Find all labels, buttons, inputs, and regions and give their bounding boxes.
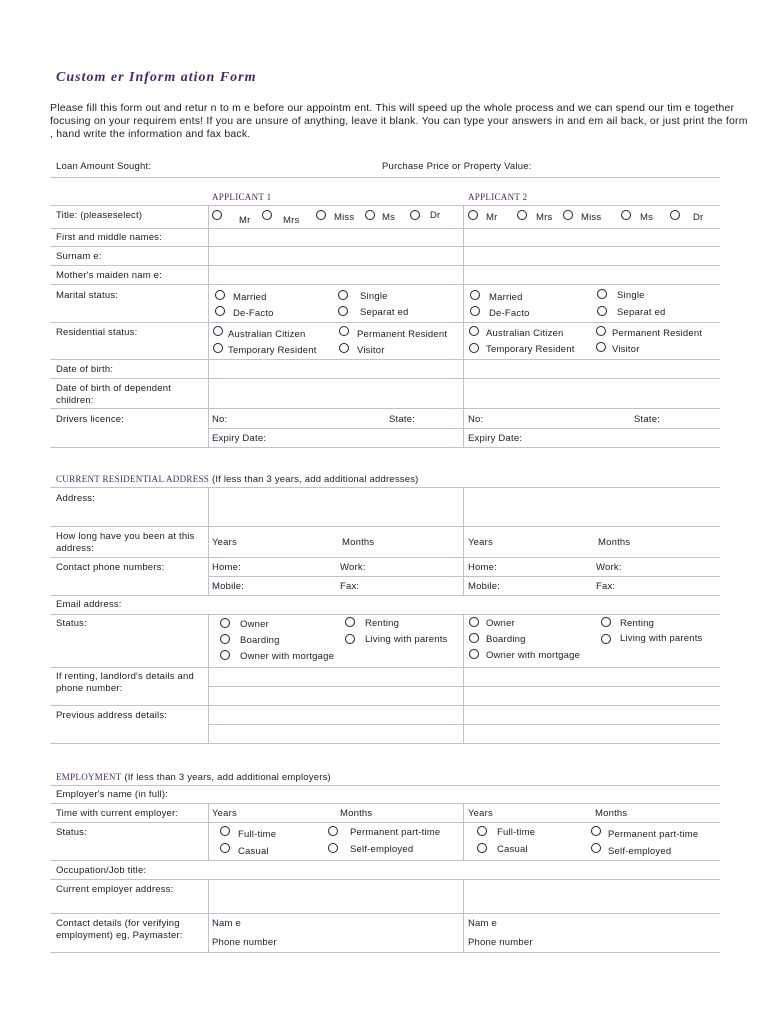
a2-fulltime-label: Full-time <box>497 827 536 838</box>
a2-mobile-label: Mobile: <box>468 581 501 592</box>
a2-mr-radio[interactable] <box>468 210 478 220</box>
a1-citizen-label: Australian Citizen <box>228 329 306 340</box>
a1-ms-label: Ms <box>382 212 396 223</box>
a1-owner-mortgage-radio[interactable] <box>220 650 230 660</box>
a2-boarding-label: Boarding <box>486 634 526 645</box>
a2-renting-label: Renting <box>620 618 655 629</box>
a1-mr-radio[interactable] <box>212 210 222 220</box>
a2-ms-radio[interactable] <box>621 210 631 220</box>
status-label: Status: <box>56 618 87 629</box>
a2-separated-radio[interactable] <box>597 306 607 316</box>
a1-licence-state: State: <box>389 414 416 425</box>
a1-licence-no: No: <box>212 414 228 425</box>
a1-mobile-label: Mobile: <box>212 581 245 592</box>
a2-citizen-label: Australian Citizen <box>486 328 564 339</box>
a2-selfemployed-radio[interactable] <box>591 843 601 853</box>
a1-dr-label: Dr <box>430 210 441 221</box>
a2-married-label: Married <box>489 292 523 303</box>
a1-fulltime-label: Full-time <box>238 829 277 840</box>
a2-licence-no: No: <box>468 414 484 425</box>
a1-work-label: Work: <box>340 562 366 573</box>
a1-separated-label: Separat ed <box>360 307 409 318</box>
purchase-price-label: Purchase Price or Property Value: <box>382 161 532 172</box>
a1-fax-label: Fax: <box>340 581 360 592</box>
a1-dr-radio[interactable] <box>410 210 420 220</box>
a1-owner-mortgage-label: Owner with mortgage <box>240 651 335 662</box>
a1-licence-expiry: Expiry Date: <box>212 433 267 444</box>
applicant1-heading: APPLICANT 1 <box>212 192 272 202</box>
a2-casual-radio[interactable] <box>477 843 487 853</box>
marital-label: Marital status: <box>56 290 119 301</box>
a1-miss-label: Miss <box>334 212 355 223</box>
dob-label: Date of birth: <box>56 364 114 375</box>
a1-boarding-label: Boarding <box>240 635 280 646</box>
a2-dr-label: Dr <box>693 212 704 223</box>
a2-years-label: Years <box>468 537 493 548</box>
first-middle-label: First and middle names: <box>56 232 162 243</box>
a1-fulltime-radio[interactable] <box>220 826 230 836</box>
divider <box>50 177 720 178</box>
employer-address-label: Current employer address: <box>56 884 174 895</box>
a2-single-radio[interactable] <box>597 289 607 299</box>
a1-parents-radio[interactable] <box>345 634 355 644</box>
a1-married-radio[interactable] <box>215 290 225 300</box>
a1-renting-label: Renting <box>365 618 400 629</box>
a2-citizen-radio[interactable] <box>469 326 479 336</box>
contact-label: Contact phone numbers: <box>56 562 165 573</box>
emp-status-label: Status: <box>56 827 87 838</box>
emp-a1-years-label: Years <box>212 808 237 819</box>
previous-address-label: Previous address details: <box>56 710 168 721</box>
residential-label: Residential status: <box>56 327 138 338</box>
a1-mr-label: Mr <box>239 215 251 226</box>
a1-phone-label: Phone number <box>212 937 277 948</box>
a1-casual-radio[interactable] <box>220 843 230 853</box>
form-title: Custom er Inform ation Form <box>56 70 257 85</box>
emp-a1-months-label: Months <box>340 808 373 819</box>
drivers-label: Drivers licence: <box>56 414 125 425</box>
a1-parttime-radio[interactable] <box>328 826 338 836</box>
a2-months-label: Months <box>598 537 631 548</box>
a1-parents-label: Living with parents <box>365 634 448 645</box>
a1-boarding-radio[interactable] <box>220 634 230 644</box>
a2-ms-label: Ms <box>640 212 654 223</box>
a2-owner-label: Owner <box>486 618 515 629</box>
a2-phone-label: Phone number <box>468 937 533 948</box>
a2-home-label: Home: <box>468 562 497 573</box>
landlord-label: If renting, landlord's details and phone number: <box>56 671 195 694</box>
occupation-label: Occupation/Job title: <box>56 865 147 876</box>
a2-mrs-label: Mrs <box>536 212 553 223</box>
loan-amount-label: Loan Amount Sought: <box>56 161 152 172</box>
a1-mrs-radio[interactable] <box>262 210 272 220</box>
a1-perm-label: Permanent Resident <box>357 329 448 340</box>
a1-name-label: Nam e <box>212 918 241 929</box>
a2-owner-mortgage-label: Owner with mortgage <box>486 650 581 661</box>
employer-name-label: Employer's name (in full): <box>56 789 169 800</box>
a2-boarding-radio[interactable] <box>469 633 479 643</box>
address-section-heading: CURRENT RESIDENTIAL ADDRESS (If less than 3 years, add additional addresses) <box>56 474 419 485</box>
a2-defacto-radio[interactable] <box>470 306 480 316</box>
a2-temp-label: Temporary Resident <box>486 344 575 355</box>
a2-miss-label: Miss <box>581 212 602 223</box>
dob-dependent-label: Date of birth of dependent children: <box>56 383 172 406</box>
a2-perm-label: Permanent Resident <box>612 328 703 339</box>
a1-ms-radio[interactable] <box>365 210 375 220</box>
a1-selfemployed-label: Self-employed <box>350 844 414 855</box>
a1-miss-radio[interactable] <box>316 210 326 220</box>
a2-miss-radio[interactable] <box>563 210 573 220</box>
a2-renting-radio[interactable] <box>601 617 611 627</box>
a1-casual-label: Casual <box>238 846 269 857</box>
a2-licence-expiry: Expiry Date: <box>468 433 523 444</box>
a1-years-label: Years <box>212 537 237 548</box>
a2-mrs-radio[interactable] <box>517 210 527 220</box>
contact-verify-label: Contact details (for verifying employment) eg, Paymaster: <box>56 918 183 941</box>
address-label: Address: <box>56 493 96 504</box>
a2-fax-label: Fax: <box>596 581 616 592</box>
a2-separated-label: Separat ed <box>617 307 666 318</box>
a1-selfemployed-radio[interactable] <box>328 843 338 853</box>
a2-temp-radio[interactable] <box>469 343 479 353</box>
a1-separated-radio[interactable] <box>338 306 348 316</box>
a1-owner-label: Owner <box>240 619 269 630</box>
applicant2-heading: APPLICANT 2 <box>468 192 528 202</box>
a1-owner-radio[interactable] <box>220 618 230 628</box>
a1-months-label: Months <box>342 537 375 548</box>
a1-home-label: Home: <box>212 562 241 573</box>
emp-a2-months-label: Months <box>595 808 628 819</box>
a2-visitor-radio[interactable] <box>596 342 606 352</box>
a2-licence-state: State: <box>634 414 661 425</box>
a2-mr-label: Mr <box>486 212 498 223</box>
a2-parttime-radio[interactable] <box>591 826 601 836</box>
a2-selfemployed-label: Self-employed <box>608 846 672 857</box>
email-label: Email address: <box>56 599 122 610</box>
a1-temp-label: Temporary Resident <box>228 345 317 356</box>
a2-owner-mortgage-radio[interactable] <box>469 649 479 659</box>
a1-citizen-radio[interactable] <box>213 326 223 336</box>
title-row-label: Title: (pleaseselect) <box>56 210 143 221</box>
employment-section-heading: EMPLOYMENT (If less than 3 years, add additional employers) <box>56 772 331 783</box>
a1-defacto-radio[interactable] <box>215 306 225 316</box>
a2-dr-radio[interactable] <box>670 210 680 220</box>
a2-parents-label: Living with parents <box>620 633 703 644</box>
a1-single-label: Single <box>360 291 388 302</box>
a1-single-radio[interactable] <box>338 290 348 300</box>
a2-casual-label: Casual <box>497 844 528 855</box>
a1-visitor-radio[interactable] <box>339 343 349 353</box>
surname-label: Surnam e: <box>56 251 102 262</box>
a2-visitor-label: Visitor <box>612 344 640 355</box>
a1-married-label: Married <box>233 292 267 303</box>
a1-renting-radio[interactable] <box>345 617 355 627</box>
a2-married-radio[interactable] <box>470 290 480 300</box>
a2-single-label: Single <box>617 290 645 301</box>
a1-perm-radio[interactable] <box>339 326 349 336</box>
a1-mrs-label: Mrs <box>283 215 300 226</box>
a1-defacto-label: De-Facto <box>233 308 274 319</box>
how-long-label: How long have you been at this address: <box>56 531 195 554</box>
a2-perm-radio[interactable] <box>596 326 606 336</box>
intro-text: Please fill this form out and retur n to m e before our appointm ent. This will speed up the whole process and we can spend our tim e together focusing on your requirem ents! If you are unsure of anything, leave it blank. You can type your answers in and em ail back, or just print the form , hand write the information and fax back. <box>50 102 748 140</box>
a1-temp-radio[interactable] <box>213 343 223 353</box>
mothers-maiden-label: Mother's maiden nam e: <box>56 270 163 281</box>
emp-a2-years-label: Years <box>468 808 493 819</box>
a1-visitor-label: Visitor <box>357 345 385 356</box>
a2-defacto-label: De-Facto <box>489 308 530 319</box>
a2-parents-radio[interactable] <box>601 634 611 644</box>
a2-name-label: Nam e <box>468 918 497 929</box>
time-current-label: Time with current employer: <box>56 808 179 819</box>
a2-work-label: Work: <box>596 562 622 573</box>
a1-parttime-label: Permanent part-time <box>350 827 441 838</box>
a2-parttime-label: Permanent part-time <box>608 829 699 840</box>
a2-fulltime-radio[interactable] <box>477 826 487 836</box>
a2-owner-radio[interactable] <box>469 617 479 627</box>
